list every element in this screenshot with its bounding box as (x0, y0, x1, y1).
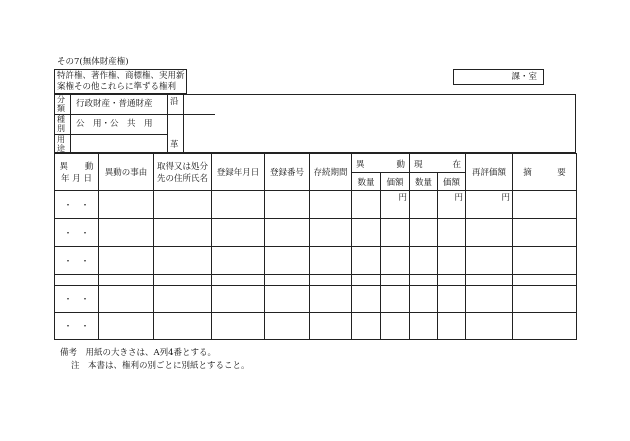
bunrui-value: 行政財産・普通財産 (76, 99, 153, 109)
genzai-group-header: 現 在 (410, 154, 466, 173)
date-cell[interactable]: ・ ・ (55, 313, 99, 340)
bunrui-label: 分類 (57, 95, 65, 113)
date-cell[interactable]: ・ ・ (55, 286, 99, 313)
yen-unit: 円 (438, 191, 466, 219)
date-cell[interactable]: ・ ・ (55, 247, 99, 275)
ledger-table (54, 153, 577, 340)
table-row (55, 219, 577, 247)
rights-title-box (54, 69, 187, 94)
date-cell[interactable]: ・ ・ (55, 191, 99, 219)
table-row (55, 191, 577, 219)
section-label: 課・室 (511, 72, 537, 82)
chu-note: 注 本書は、権利の別ごとに別紙とすること。 (71, 361, 250, 371)
idou-qty-header: 数量 (352, 173, 381, 191)
separator-row (55, 275, 577, 286)
acquirer-header: 取得又は処分 先の住所氏名 (154, 154, 212, 191)
rights-title-line2: 案権その他これらに準ずる権利 (57, 82, 177, 92)
yen-unit: 円 (381, 191, 410, 219)
duration-header: 存続期間 (310, 154, 352, 191)
info-block (54, 94, 576, 153)
genzai-price-header: 価額 (438, 173, 466, 191)
form-label: その7(無体財産権) (57, 57, 129, 67)
yoto-label: 用途 (57, 135, 65, 153)
yen-unit: 円 (466, 191, 513, 219)
idou-group-header: 異 動 (352, 154, 410, 173)
enkaku-label-top: 沿 (170, 97, 179, 107)
idou-date-header: 異 動 年 月 日 (55, 154, 99, 191)
remarks-header: 摘 要 (513, 154, 577, 191)
date-cell[interactable]: ・ ・ (55, 219, 99, 247)
table-row (55, 286, 577, 313)
shubetsu-value: 公 用・公 共 用 (76, 119, 153, 129)
section-box (453, 69, 544, 85)
table-row (55, 247, 577, 275)
header-row-1 (55, 154, 577, 173)
idou-price-header: 価額 (381, 173, 410, 191)
shubetsu-label: 種別 (57, 115, 65, 133)
table-row (55, 313, 577, 340)
enkaku-label-bottom: 革 (170, 140, 179, 150)
biko-note: 備考 用紙の大きさは、A列4番とする。 (60, 348, 217, 358)
reason-header: 異動の事由 (99, 154, 154, 191)
genzai-qty-header: 数量 (410, 173, 438, 191)
reg-date-header: 登録年月日 (212, 154, 265, 191)
reg-no-header: 登録番号 (265, 154, 310, 191)
rights-title-line1: 特許権、著作権、商標権、実用新 (57, 71, 185, 81)
revalue-header: 再評価額 (466, 154, 513, 191)
